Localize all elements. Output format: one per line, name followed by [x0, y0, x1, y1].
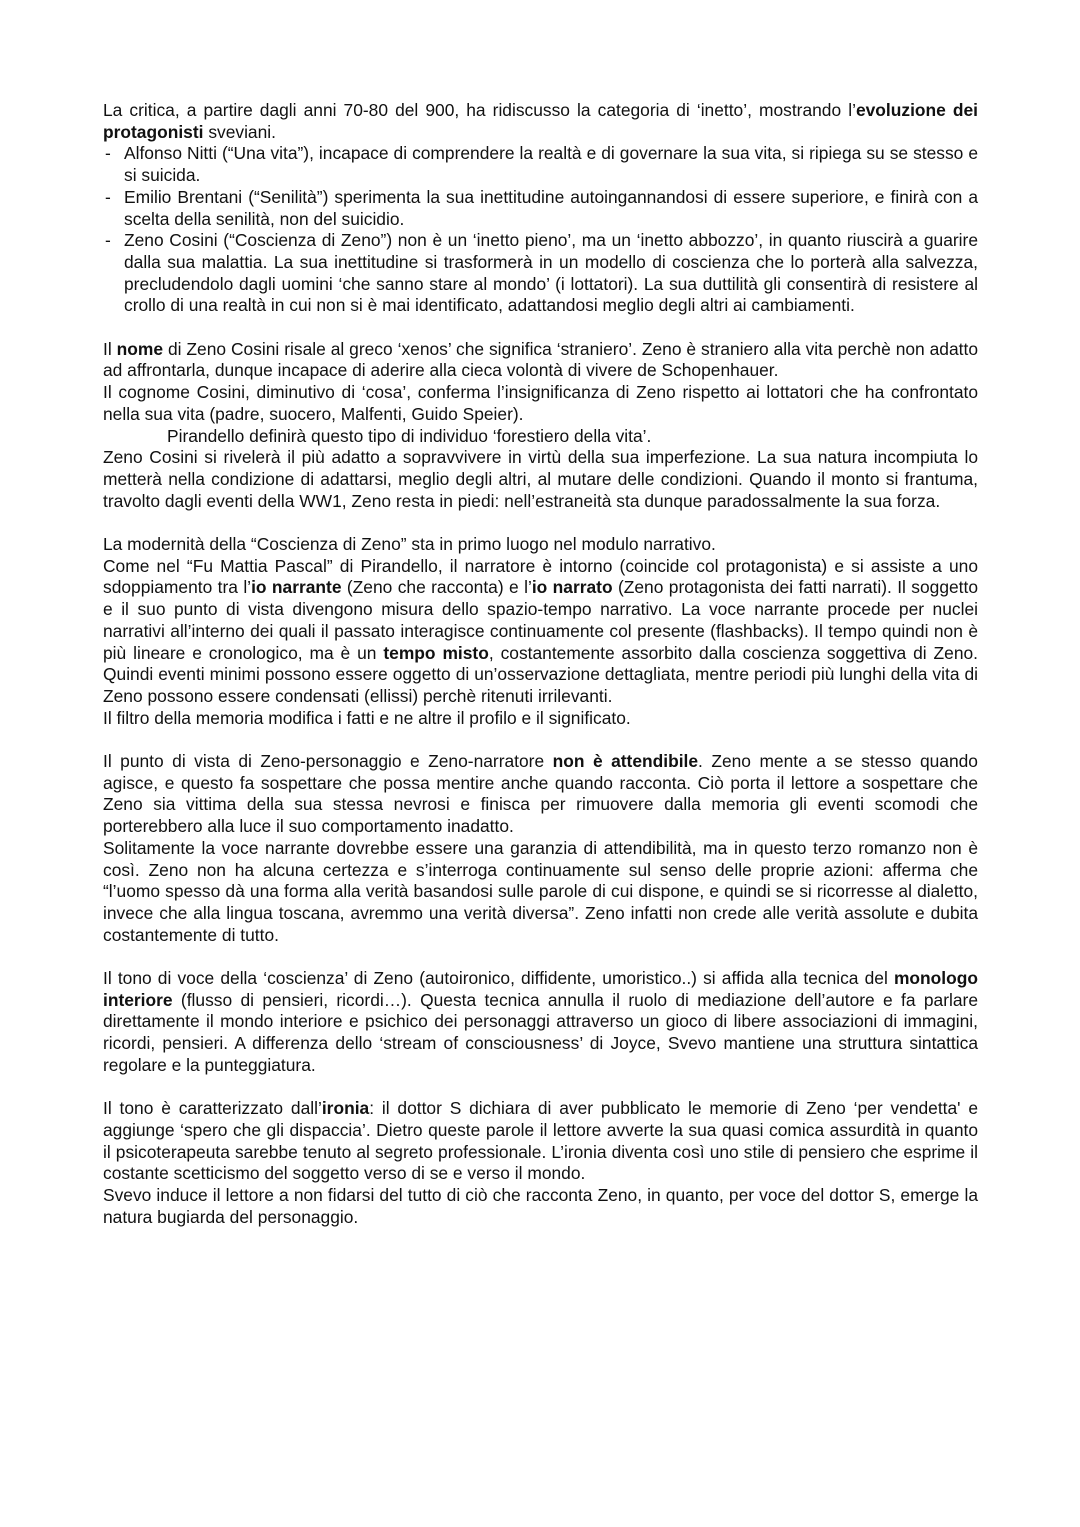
list-item-text: Alfonso Nitti (“Una vita”), incapace di comprendere la realtà e di governare la sua vita, si ripiega su se stesso e si suicida. — [124, 143, 978, 186]
paragraph-conclusione: Svevo induce il lettore a non fidarsi del tutto di ciò che racconta Zeno, in quanto, per voce del dottor S, emerge la natura bugiarda del personaggio. — [103, 1185, 978, 1227]
text: (flusso di pensieri, ricordi…). Questa tecnica annulla il ruolo di mediazione dell’autore e fa parlare direttamente il mondo interiore e psichico dei personaggi attraverso un gioco di libere associazioni di immagini, ricordi, pensieri. A differenza dello ‘stream of consciousness’ di Joyce, Svevo mantiene una struttura sintattica regolare e la punteggiatura. — [103, 989, 978, 1075]
paragraph-memoria: Il filtro della memoria modifica i fatti e ne altre il profilo e il significato. — [103, 707, 631, 728]
bold-term: tempo misto — [383, 642, 489, 663]
paragraph-sopravvivere: Zeno Cosini si rivelerà il più adatto a sopravvivere in virtù della sua imperfezione. La sua natura incompiuta lo metterà nella condizione di adattarsi, meglio degli altri, al mutare delle condizioni. Quando il monto si frantuma, travolto dagli eventi della WW1, Zeno resta in piedi: nell’estraneità sta dunque paradossalmente la sua forza. — [103, 447, 978, 511]
text: (Zeno protagonista dei fatti narrati). Il soggetto e il suo punto di vista divengono misura dello spazio-tempo narrativo. La voce narrante procede per nuclei narrativi all’interno dei quali il passato interagisce continuamente col presente (flashbacks). Il tempo quindi non è più lineare e cronologico, ma è un — [103, 577, 979, 663]
text: . Zeno mente a se stesso quando agisce, e questo fa sospettare che possa mentire anche quando racconta. Ciò porta il lettore a sospettare che Zeno sia vittima della sua stessa nevrosi e finisca per rimuovere dalla memoria gli eventi scomodi che porterebbero alla luce il suo comportamento inadatto. — [103, 751, 978, 837]
text: La critica, a partire dagli anni 70-80 del 900, ha ridiscusso la categoria di ‘inetto’, mostrando l’ — [103, 100, 856, 120]
protagonists-list — [103, 143, 978, 317]
paragraph-gap — [103, 946, 978, 968]
bold-term: nome — [116, 338, 164, 359]
text: Il tono è caratterizzato dall’ — [103, 1098, 322, 1119]
bold-term: ironia — [321, 1098, 370, 1119]
paragraph-attendibile — [103, 751, 978, 838]
paragraph-narratore — [103, 556, 978, 708]
paragraph-nome — [103, 339, 978, 382]
text: : il dottor S dichiara di aver pubblicato le memorie di Zeno ‘per vendetta' e aggiunge ‘spero che gli dispaccia’. Dietro queste parole il lettore avverte la sua quasi comica assurdità in quanto il psicoterapeuta sarebbe tenuto al segreto professionale. L’ironia diventa così uno stile di pensiero che esprime il costante scetticismo del soggetto verso di se e verso il mondo. — [103, 1098, 978, 1184]
list-item — [103, 187, 978, 230]
text: di Zeno Cosini risale al greco ‘xenos’ che significa ‘straniero’. Zeno è straniero alla vita perchè non adatto ad affrontarla, dunque incapace di aderire alla cieca volontà di vivere de Schopenhauer. — [103, 338, 978, 381]
document-page — [103, 100, 978, 1228]
text: Il tono di voce della ‘coscienza’ di Zeno (autoironico, diffidente, umoristico..) si affida alla tecnica del — [103, 968, 894, 989]
list-dash: - — [105, 143, 111, 164]
bold-term: io narrato — [531, 577, 613, 598]
paragraph-voce-narrante: Solitamente la voce narrante dovrebbe essere una garanzia di attendibilità, ma in questo terzo romanzo non è così. Zeno non ha alcuna certezza e s’interroga continuamente sul senso delle proprie azioni: afferma che “l’uomo spesso dà una forma alla verità basandosi sulle parole di cui dispone, e quindi se si ricorresse al dialetto, invece che alla lingua toscana, avremmo una verità diversa”. Zeno infatti non crede alle verità assolute e dubita costantemente di tutto. — [103, 837, 978, 945]
bold-term: io narrante — [251, 577, 342, 598]
paragraph-cognome: Il cognome Cosini, diminutivo di ‘cosa’, conferma l’insignificanza di Zeno rispetto ai lottatori che ha confrontato nella sua vita (padre, suocero, Malfenti, Guido Speier). — [103, 382, 978, 424]
list-item-text: Zeno Cosini (“Coscienza di Zeno”) non è un ‘inetto pieno’, ma un ‘inetto abbozzo’, in quanto riuscirà a guarire dalla sua malattia. La sua inettitudine si trasformerà in un modello di coscienza che lo porterà alla salvezza, precludendolo dagli uomini ‘che sanno stare al mondo’ (i lottatori). La sua duttilità gli consentirà di resistere al crollo di una realtà in cui non si è mai identificato, adattandosi meglio degli altri ai cambiamenti. — [124, 230, 978, 316]
bold-term: evoluzione dei protagonisti — [103, 100, 979, 142]
text: sveviani. — [203, 121, 276, 142]
paragraph-ironia — [103, 1098, 978, 1185]
paragraph-intro — [103, 100, 978, 143]
bold-term: non è attendibile — [552, 751, 699, 772]
list-item — [103, 230, 978, 317]
list-item — [103, 143, 978, 186]
list-item-text: Emilio Brentani (“Senilità”) sperimenta la sua inettitudine autoingannandosi di essere superiore, e finirà con a scelta della senilità, non del suicidio. — [124, 186, 978, 229]
text: , costantemente assorbito dalla coscienza soggettiva di Zeno. Quindi eventi minimi possono essere oggetto di un’osservazione dettagliata, mentre periodi più lunghi della vita di Zeno possono essere condensati (ellissi) perchè ritenuti irrilevanti. — [103, 642, 979, 706]
text: Il — [103, 338, 117, 359]
list-dash: - — [105, 186, 111, 207]
paragraph-gap — [103, 1077, 978, 1099]
paragraph-gap — [103, 512, 978, 534]
text: Il punto di vista di Zeno-personaggio e Zeno-narratore — [103, 751, 553, 772]
text: Come nel “Fu Mattia Pascal” di Pirandello, il narratore è intorno (coincide col protagonista) e si assiste a uno sdoppiamento tra l’ — [103, 555, 978, 598]
paragraph-monologo — [103, 968, 978, 1077]
list-dash: - — [105, 230, 111, 251]
text: (Zeno che racconta) e l’ — [341, 577, 532, 598]
paragraph-modernita: La modernità della “Coscienza di Zeno” sta in primo luogo nel modulo narrativo. — [103, 534, 716, 555]
paragraph-gap — [103, 317, 978, 339]
paragraph-gap — [103, 729, 978, 751]
paragraph-pirandello: Pirandello definirà questo tipo di individuo ‘forestiero della vita’. — [167, 425, 652, 446]
bold-term: monologo interiore — [103, 968, 978, 1010]
